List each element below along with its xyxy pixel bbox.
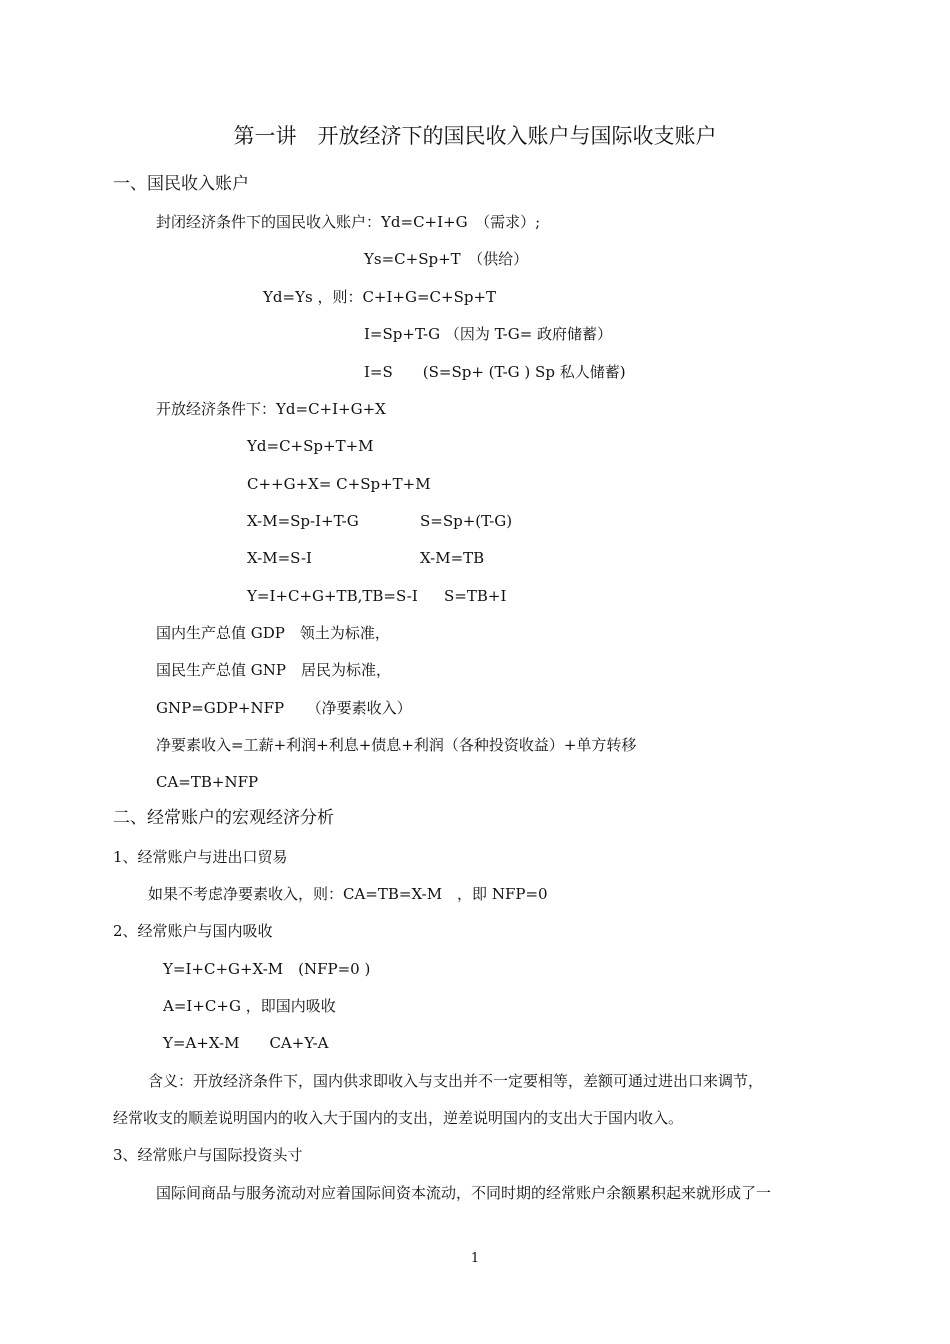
meaning-paragraph-line-1: 含义：开放经济条件下，国内供求即收入与支出并不一定要相等，差额可通过进出口来调节， bbox=[148, 1072, 764, 1090]
subheading-trade: 1、经常账户与进出口贸易 bbox=[113, 848, 288, 866]
page-title: 第一讲 开放经济下的国民收入账户与国际收支账户 bbox=[233, 124, 717, 148]
gnp-definition: 国民生产总值 GNP 居民为标准， bbox=[156, 661, 391, 679]
absorption-eq-2: A=I+C+G ，即国内吸收 bbox=[163, 997, 336, 1015]
open-economy-output: Y=I+C+G+TB,TB=S-I bbox=[247, 587, 418, 605]
absorption-eq-1: Y=I+C+G+X-M (NFP=0 ) bbox=[163, 960, 371, 978]
open-economy-savings-def: S=Sp+(T-G) bbox=[420, 512, 513, 530]
open-economy-demand: 开放经济条件下：Yd=C+I+G+X bbox=[156, 400, 386, 418]
trade-text: 如果不考虑净要素收入，则：CA=TB=X-M ，即 NFP=0 bbox=[148, 885, 548, 903]
current-account-equation: CA=TB+NFP bbox=[156, 773, 259, 791]
nfp-definition: 净要素收入=工薪+利润+利息+债息+利润（各种投资收益）+单方转移 bbox=[156, 736, 637, 754]
closed-economy-supply: Ys=C+Sp+T （供给） bbox=[364, 250, 529, 268]
gnp-equation: GNP=GDP+NFP （净要素收入） bbox=[156, 699, 412, 717]
open-economy-trade-balance: X-M=TB bbox=[420, 549, 485, 567]
section-heading-current-account: 二、经常账户的宏观经济分析 bbox=[113, 808, 334, 828]
meaning-paragraph-line-2: 经常收支的顺差说明国内的收入大于国内的支出，逆差说明国内的支出大于国内收入。 bbox=[113, 1109, 684, 1127]
subheading-investment-position: 3、经常账户与国际投资头寸 bbox=[113, 1146, 303, 1164]
open-economy-net-exports: X-M=Sp-I+T-G bbox=[247, 512, 359, 530]
open-economy-equality: C++G+X= C+Sp+T+M bbox=[247, 475, 431, 493]
page-number: 1 bbox=[470, 1251, 480, 1266]
closed-economy-demand: 封闭经济条件下的国民收入账户：Yd=C+I+G （需求）; bbox=[156, 213, 541, 231]
open-economy-supply: Yd=C+Sp+T+M bbox=[247, 437, 374, 455]
gdp-definition: 国内生产总值 GDP 领土为标准， bbox=[156, 624, 390, 642]
section-heading-national-income: 一、国民收入账户 bbox=[113, 174, 249, 194]
investment-position-text: 国际间商品与服务流动对应着国际间资本流动，不同时期的经常账户余额累积起来就形成了一 bbox=[156, 1184, 772, 1202]
absorption-eq-3: Y=A+X-M CA+Y-A bbox=[163, 1034, 329, 1052]
open-economy-net-exports-si: X-M=S-I bbox=[247, 549, 312, 567]
closed-economy-equilibrium: Yd=Ys ，则：C+I+G=C+Sp+T bbox=[263, 288, 497, 306]
subheading-absorption: 2、经常账户与国内吸收 bbox=[113, 922, 273, 940]
open-economy-savings-tb: S=TB+I bbox=[444, 587, 507, 605]
closed-economy-savings: I=S (S=Sp+ (T-G ) Sp 私人储蓄) bbox=[364, 363, 626, 381]
closed-economy-investment: I=Sp+T-G （因为 T-G= 政府储蓄） bbox=[364, 325, 613, 343]
